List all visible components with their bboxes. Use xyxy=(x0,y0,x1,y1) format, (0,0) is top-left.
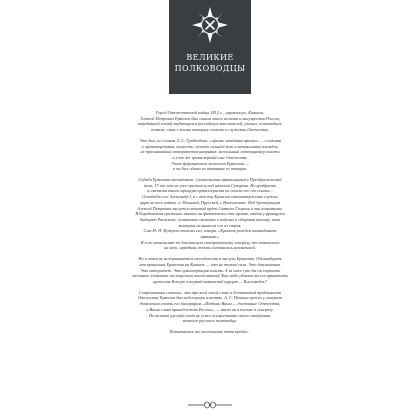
text-line: Но великий русский поэт не успел осуществить своего намерения. xyxy=(149,312,271,318)
text-line: царю во всех войнах «с Польшей, Пруссией, с Наполеоном. Под Аустерлицем xyxy=(139,199,281,205)
article-body xyxy=(78,110,342,340)
text-line: породившей плеяду выдающихся российских мыслителей, ученых, полководцев, xyxy=(137,121,283,127)
text-line: и в то же время верный сын Отечества. xyxy=(172,154,248,160)
text-line: местные элементы от торговли заложниками! Как надо удивлен вы его приватить xyxy=(132,273,288,279)
text-line: Алексей Петрович Ермолов был сыном этого величия и могущества России, xyxy=(140,115,280,121)
series-title-line-1: ВЕЛИКИЕ xyxy=(186,53,234,62)
text-line: Это был, по словам А. С. Грибоедова, «сфинкс новейших времен» — сложная xyxy=(139,137,281,143)
paragraph-1 xyxy=(78,110,342,133)
paragraph-3 xyxy=(78,177,342,251)
text-line: крепость Кислую в первый кавказский курорт — Кисловодск? xyxy=(153,278,267,284)
text-line: Герой Отечественной войны 1812 г., «проконсул» Кавказа, xyxy=(155,110,265,115)
text-line: Алексей Петрович заслужил военный орден Святого Георгия и чин полковника. xyxy=(137,205,283,211)
series-title-line-2: ПОЛКОВОДЦЫ xyxy=(174,64,246,73)
text-line: полк, 17-ти лет он уже сражался под началом Суворова. Но храбрость xyxy=(143,182,277,188)
text-line: дозволения стать его биографом. «Подвиги Ваши — достояние Отечества, xyxy=(139,301,281,307)
text-line: и он был одним из активных ее творцов. xyxy=(172,166,248,172)
text-line: Но и этим не исчерпываются способности и заслуги Ермолова. Одиннадцать xyxy=(138,256,282,262)
text-line: контузия не вынесла его из строя. xyxy=(178,222,242,228)
text-line: Судьба Ермолова впечатляет. Сызмальства приписанный в Преображенский xyxy=(138,177,282,183)
text-line: батарею Раевского, остановив сметение в войсках и обороняя высоту, пока xyxy=(139,216,281,222)
text-line: на него, народная любовь оставалась неизменной. xyxy=(164,245,256,251)
text-line: Сам М. И. Кутузов отличал его, говоря: «Ермолов рожден командовать xyxy=(143,228,277,234)
text-line: и противоречивая личность: человек сильной воли и независимых взглядов, xyxy=(141,143,279,149)
text-line: и смекалка юного офицера-артиллериста не спасли его от ссылки... xyxy=(147,188,273,194)
text-line: и Ваша слава принадлежит России», — писал он в письме к генералу. xyxy=(146,306,274,312)
text-line: И если начальство по благоволило своевременному генералу, то отвалилась xyxy=(140,239,280,245)
text-line: Попытаемся же восполнить этот пробел... xyxy=(169,328,251,334)
paragraph-5 xyxy=(78,290,342,324)
text-line: Современники считали, что при всей своей славе и беззаветной преданности xyxy=(138,289,282,295)
text-line: Эпоха формировала личности Ермолова — xyxy=(170,160,250,166)
text-line: не признававший авторитетов напрямик, всесильный оппозиционер власти xyxy=(140,149,280,155)
text-line: В Бородинском сражении именно он фактически спас армию, отбив у французов xyxy=(135,211,285,217)
decorative-divider-ornament xyxy=(186,401,234,409)
text-line: армиями», xyxy=(200,234,220,240)
text-line: великого русского полководца. xyxy=(182,318,238,324)
text-line: Освободил его Александр I, и с тех пор Ермолов самоотверженно служил xyxy=(142,194,278,200)
text-line: поэтов, смысл жизни которых состоял в служении Отечеству. xyxy=(151,127,269,133)
military-order-star-icon xyxy=(191,6,229,44)
text-line: Это авторитет. Это цивилизующая власть. А за инее суке бы он смутить xyxy=(140,267,280,273)
paragraph-4 xyxy=(78,256,342,285)
text-line: Отечеству Ермолов был недооценен властью. А. С. Пушкин просил у генерала xyxy=(138,295,282,301)
paragraph-6 xyxy=(78,329,342,335)
text-line: лет правления Ермолова на Кавказе — это не только сила. Это дипломатия. xyxy=(138,261,282,267)
paragraph-2 xyxy=(78,138,342,172)
series-title xyxy=(169,52,251,74)
